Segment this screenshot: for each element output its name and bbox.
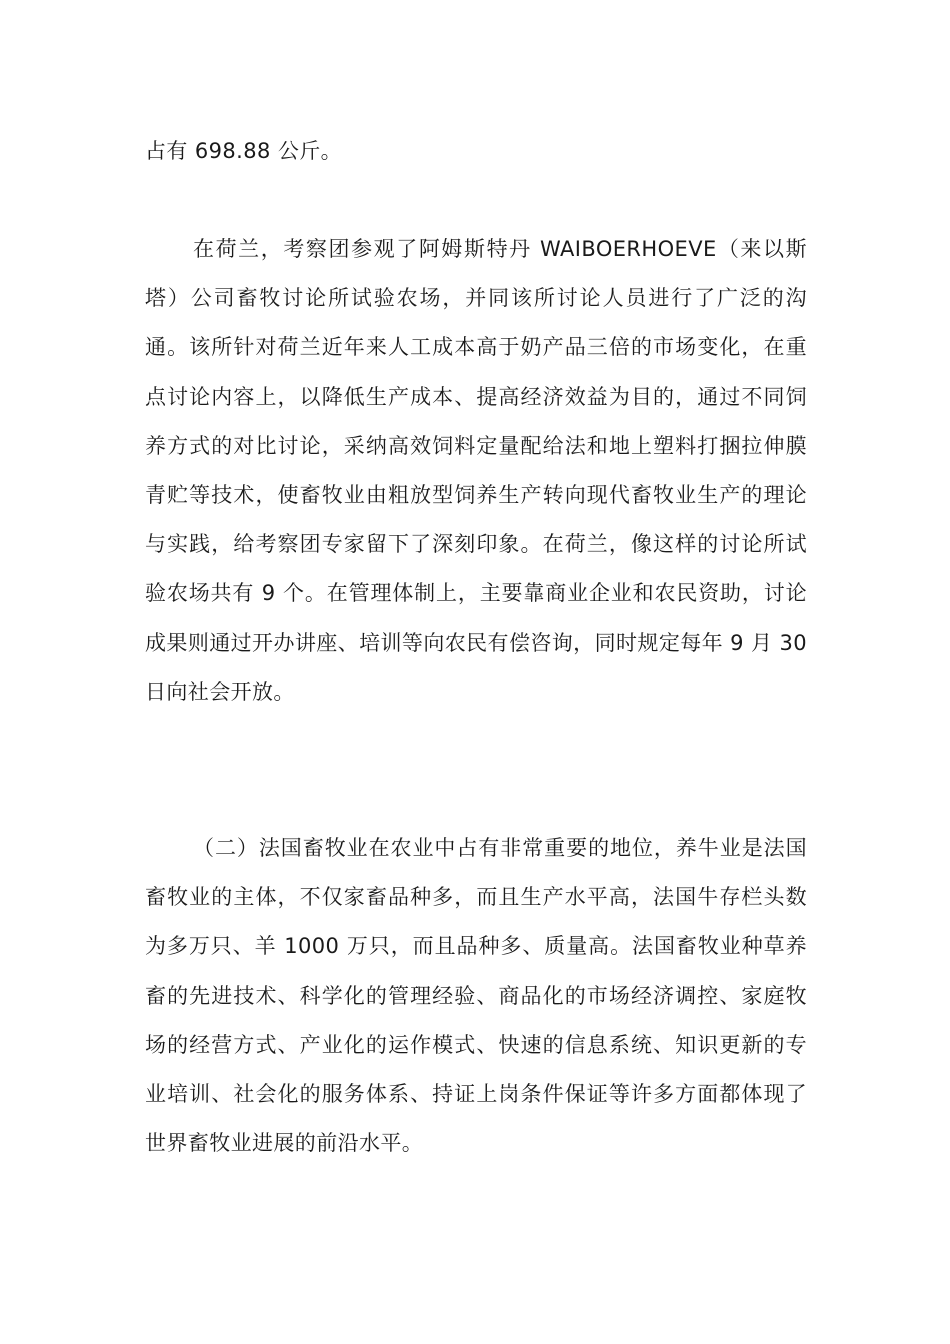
paragraph-france: （二）法国畜牧业在农业中占有非常重要的地位，养牛业是法国畜牧业的主体，不仅家畜品种多，而且生产水平高，法国牛存栏头数为多万只、羊 1000 万只，而且品种多、质量高。法国畜牧业种草养畜的先进技术、科学化的管理经验、商品化的市场经济调控、家庭牧场的经营方式、产业化的运作模式、快速的信息系统、知识更新的专业培训、社会化的服务体系、持证上岗条件保证等许多方面都体现了世界畜牧业进展的前沿水平。 bbox=[145, 836, 807, 1156]
paragraph-netherlands: 在荷兰，考察团参观了阿姆斯特丹 WAIBOERHOEVE（来以斯塔）公司畜牧讨论所试验农场，并同该所讨论人员进行了广泛的沟通。该所针对荷兰近年来人工成本高于奶产品三倍的市场变化，在重点讨论内容上，以降低生产成本、提高经济效益为目的，通过不同饲养方式的对比讨论，采纳高效饲料定量配给法和地上塑料打捆拉伸膜青贮等技术，使畜牧业由粗放型饲养生产转向现代畜牧业生产的理论与实践，给考察团专家留下了深刻印象。在荷兰，像这样的讨论所试验农场共有 9 个。在管理体制上，主要靠商业企业和农民资助，讨论成果则通过开办讲座、培训等向农民有偿咨询，同时规定每年 9 月 30 日向社会开放。 bbox=[145, 237, 807, 704]
paragraph-continuation: 占有 698.88 公斤。 bbox=[145, 139, 343, 163]
